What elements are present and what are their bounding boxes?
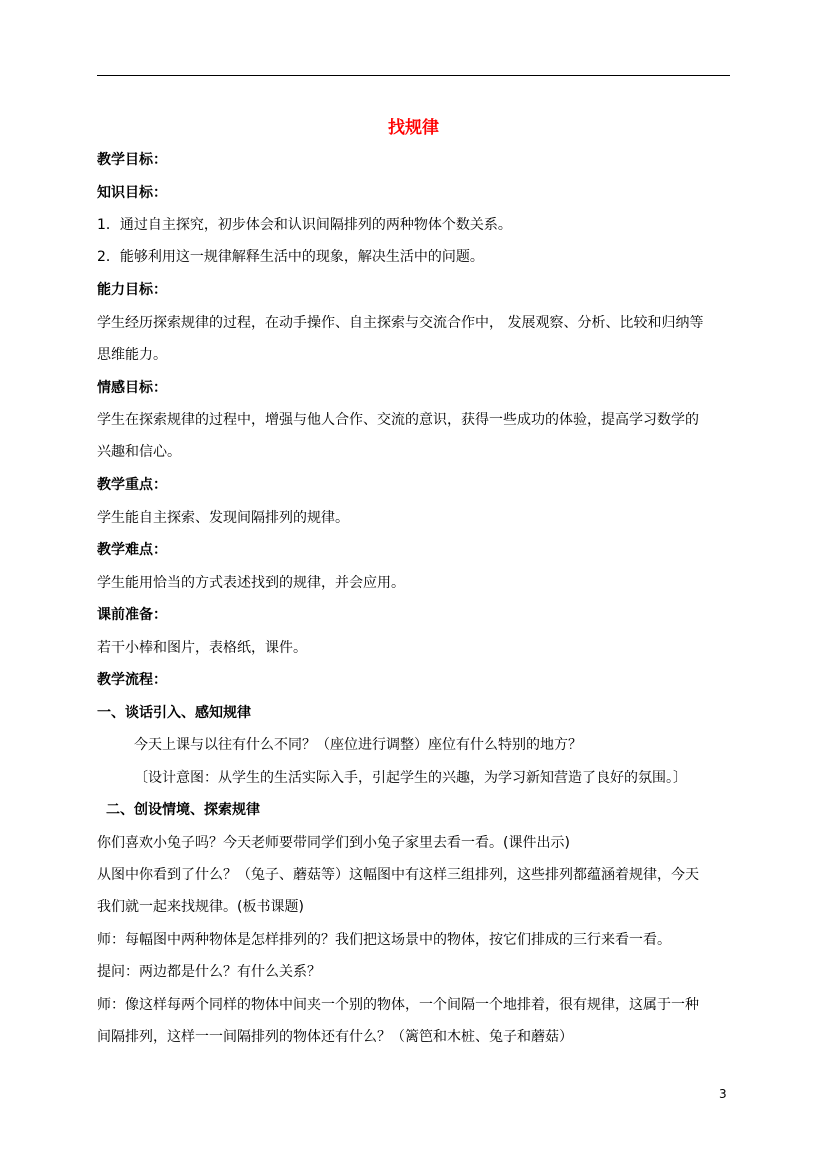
paragraph-line: 学生能自主探索、发现间隔排列的规律。 [97, 510, 349, 526]
design-intent-note: 〔设计意图：从学生的生活实际入手，引起学生的兴趣，为学习新知营造了良好的氛围。〕 [134, 770, 687, 786]
heading-preparation: 课前准备： [97, 607, 167, 623]
heading-key-points: 教学重点： [97, 477, 167, 493]
page-number: 3 [719, 1087, 727, 1101]
page-title: 找规律 [388, 118, 439, 138]
paragraph-line: 师：像这样每两个同样的物体中间夹一个别的物体，一个间隔一个地排着，很有规律，这属于一种 [97, 997, 699, 1013]
paragraph-line: 间隔排列，这样一一间隔排列的物体还有什么？（篱笆和木桩、兔子和蘑菇） [97, 1029, 573, 1045]
paragraph-line: 提问：两边都是什么？有什么关系？ [97, 964, 321, 980]
header-rule [97, 75, 730, 76]
section-heading-2: 二、创设情境、探索规律 [106, 802, 260, 818]
paragraph-line: 若干小棒和图片，表格纸，课件。 [97, 640, 307, 656]
heading-difficult-points: 教学难点： [97, 542, 167, 558]
paragraph-line: 学生在探索规律的过程中，增强与他人合作、交流的意识，获得一些成功的体验，提高学习数学的 [97, 412, 699, 428]
paragraph-line: 今天上课与以往有什么不同？（座位进行调整）座位有什么特别的地方？ [134, 737, 582, 753]
heading-ability-goals: 能力目标： [97, 282, 167, 298]
paragraph-line: 我们就一起来找规律。(板书课题) [97, 899, 304, 915]
paragraph-line: 学生能用恰当的方式表述找到的规律，并会应用。 [97, 575, 405, 591]
heading-teaching-goals: 教学目标： [97, 152, 167, 168]
paragraph-line: 从图中你看到了什么？（兔子、蘑菇等）这幅图中有这样三组排列，这些排列都蕴涵着规律，今天 [97, 867, 699, 883]
paragraph-line: 师：每幅图中两种物体是怎样排列的？我们把这场景中的物体，按它们排成的三行来看一看。 [97, 932, 671, 948]
paragraph-line: 学生经历探索规律的过程，在动手操作、自主探索与交流合作中， 发展观察、分析、比较和归纳等 [97, 315, 704, 331]
paragraph-line: 1．通过自主探究，初步体会和认识间隔排列的两种物体个数关系。 [97, 217, 512, 233]
paragraph-line: 2．能够利用这一规律解释生活中的现象，解决生活中的问题。 [97, 249, 484, 265]
heading-knowledge-goals: 知识目标： [97, 185, 167, 201]
paragraph-line: 你们喜欢小兔子吗？今天老师要带同学们到小兔子家里去看一看。(课件出示) [97, 835, 570, 851]
paragraph-line: 思维能力。 [97, 347, 167, 363]
heading-teaching-process: 教学流程： [97, 672, 167, 688]
paragraph-line: 兴趣和信心。 [97, 444, 181, 460]
section-heading-1: 一、谈话引入、感知规律 [97, 705, 251, 721]
heading-emotional-goals: 情感目标： [97, 380, 167, 396]
